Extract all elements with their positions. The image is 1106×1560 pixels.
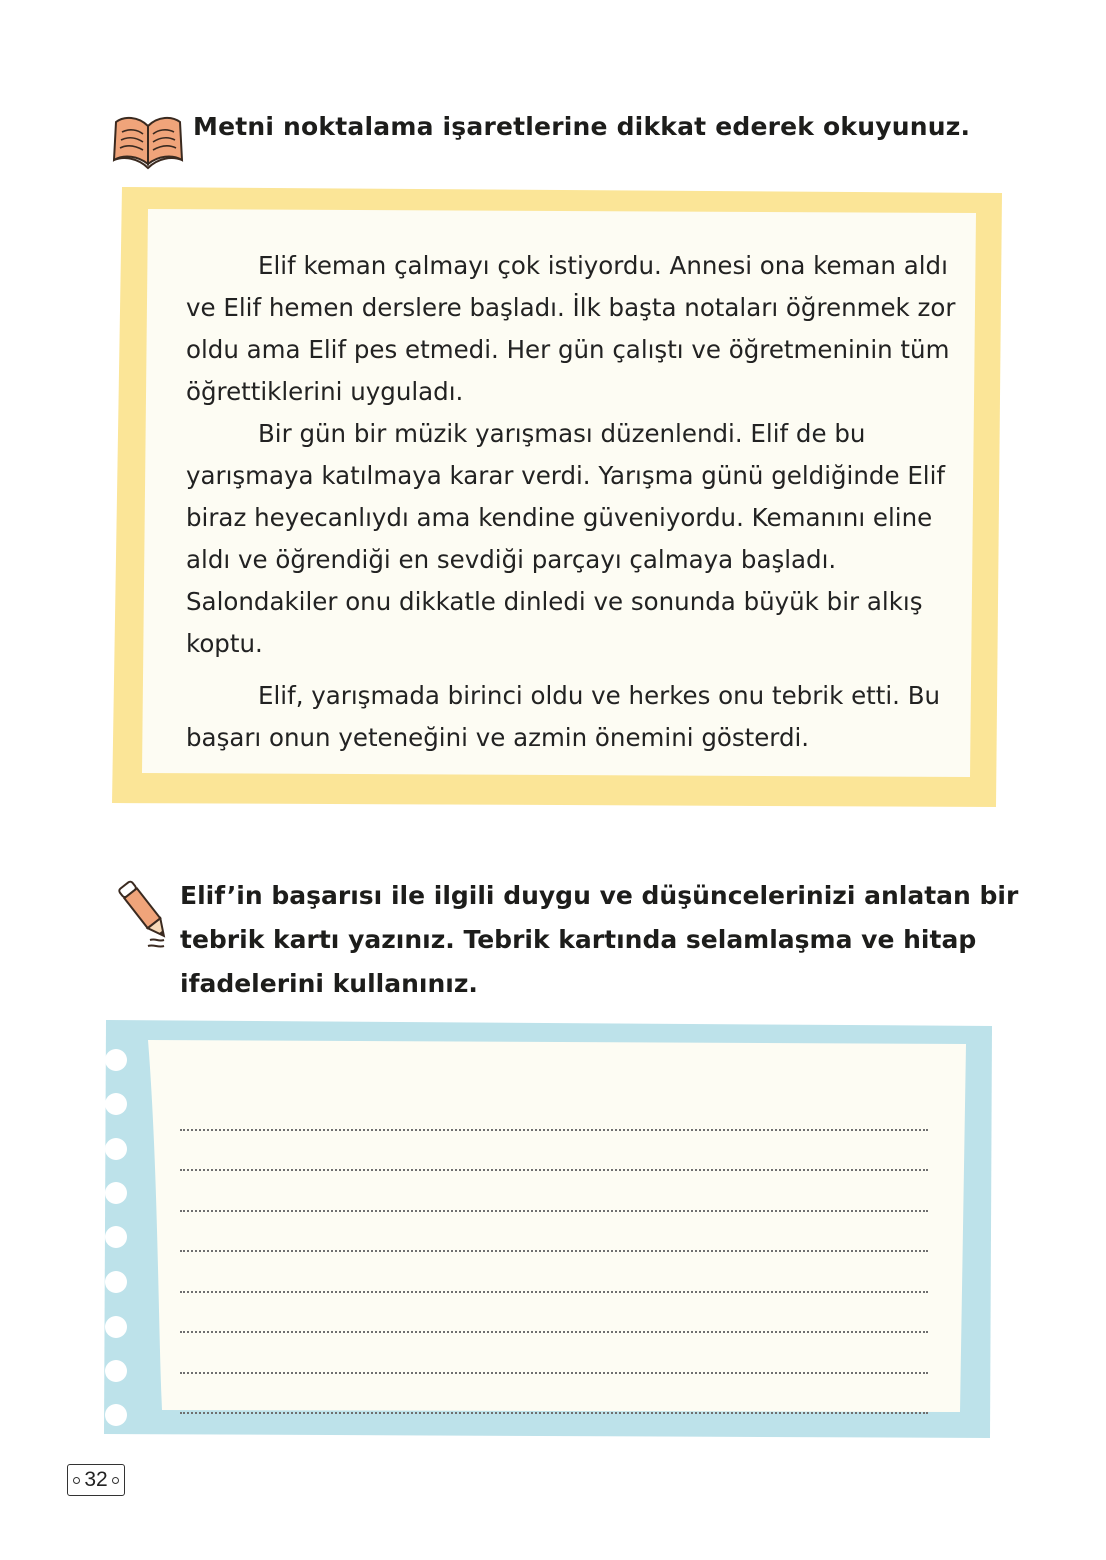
writing-line[interactable] <box>180 1212 928 1253</box>
writing-line[interactable] <box>180 1090 928 1131</box>
page-number-dot-left <box>73 1477 80 1484</box>
writing-line[interactable] <box>180 1374 928 1415</box>
story-paragraph-1: Elif keman çalmayı çok istiyordu. Annesi ona keman aldı ve Elif hemen derslere başladı. İlk başta notaları öğrenmek zor oldu ama Elif pes etmedi. Her gün çalıştı ve öğretmeninin tüm öğrettiklerini uyguladı. <box>186 251 956 406</box>
page-number: 32 <box>84 1468 108 1491</box>
page-number-box <box>67 1464 125 1496</box>
writing-line[interactable] <box>180 1293 928 1334</box>
writing-line[interactable] <box>180 1333 928 1374</box>
open-book-icon <box>110 112 186 170</box>
pencil-icon <box>118 876 174 950</box>
writing-line[interactable] <box>180 1131 928 1172</box>
page-number-dot-right <box>112 1477 119 1484</box>
story-text <box>186 245 956 759</box>
writing-line[interactable] <box>180 1252 928 1293</box>
story-paragraph-3: Elif, yarışmada birinci oldu ve herkes onu tebrik etti. Bu başarı onun yeteneğini ve azmin önemini gösterdi. <box>186 681 941 752</box>
story-paragraph-2: Bir gün bir müzik yarışması düzenlendi. Elif de bu yarışmaya katılmaya karar verdi. Yarışma günü geldiğinde Elif biraz heyecanlıydı ama kendine güveniyordu. Kemanını eline aldı ve öğrendiği en sevdiği parçayı çalmaya başladı. Salondakiler onu dikkatle dinledi ve sonunda büyük bir alkış koptu. <box>186 419 946 658</box>
instruction-write: Elif’in başarısı ile ilgili duygu ve düşüncelerinizi anlatan bir tebrik kartı yazınız. Tebrik kartında selamlaşma ve hitap ifadelerini kullanınız. <box>180 881 1019 998</box>
writing-line[interactable] <box>180 1171 928 1212</box>
writing-lines[interactable] <box>180 1090 928 1414</box>
instruction-read: Metni noktalama işaretlerine dikkat ederek okuyunuz. <box>193 112 971 141</box>
